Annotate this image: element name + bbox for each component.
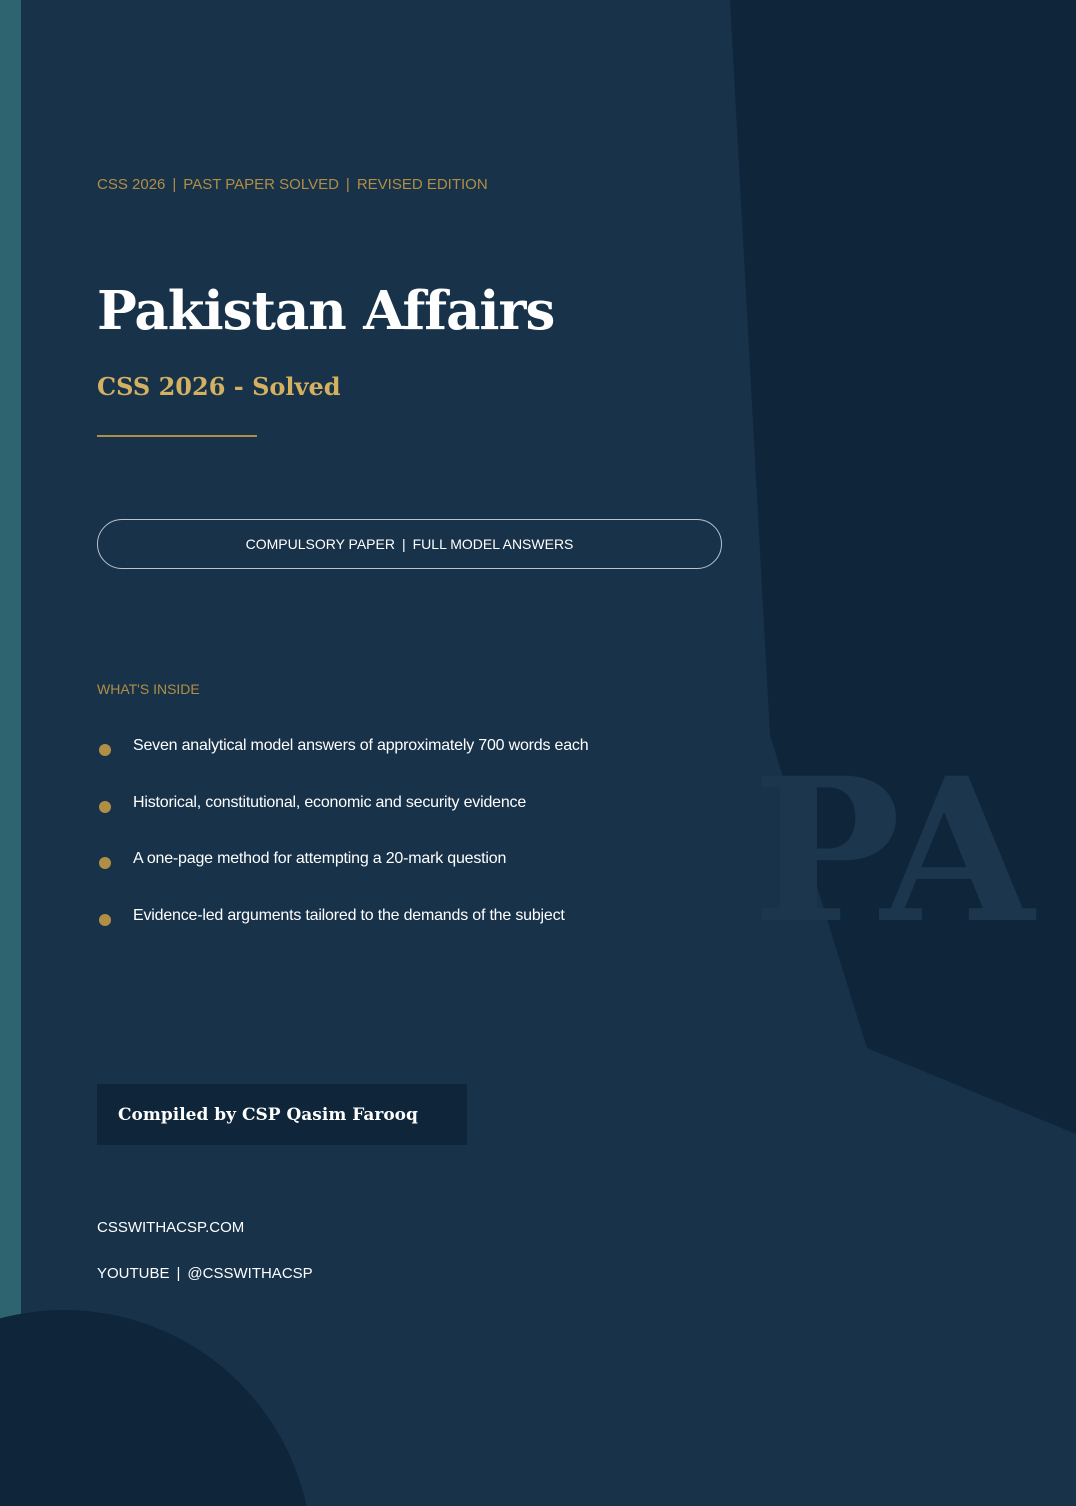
youtube-handle[interactable] [97,1265,313,1282]
paper-type-pill [97,519,722,569]
meta-separator: | [172,176,177,193]
website-link[interactable]: CSSWITHACSP.COM [97,1219,245,1236]
feature-text: Evidence-led arguments tailored to the demands of the subject [133,906,565,924]
feature-list [97,737,717,963]
title-divider [97,435,257,437]
youtube-label: YOUTUBE [97,1265,170,1282]
feature-item [97,794,717,851]
feature-item [97,850,717,907]
edition-meta [97,176,488,193]
youtube-handle-text: @CSSWITHACSP [187,1265,313,1282]
bullet-dot-icon [99,801,111,813]
pill-left-label: COMPULSORY PAPER [245,536,395,552]
page-subtitle: CSS 2026 - Solved [97,372,341,401]
bottom-left-circle [0,1310,312,1506]
meta-edition: REVISED EDITION [356,176,488,193]
whats-inside-heading: WHAT'S INSIDE [97,681,200,697]
feature-item [97,907,717,964]
bullet-dot-icon [99,857,111,869]
meta-separator: | [345,176,350,193]
bullet-dot-icon [99,744,111,756]
pill-right-label: FULL MODEL ANSWERS [412,536,574,552]
meta-type: PAST PAPER SOLVED [183,176,339,193]
page-title: Pakistan Affairs [97,280,555,342]
feature-item [97,737,717,794]
pa-monogram-watermark: PA [752,734,1029,967]
feature-text: Seven analytical model answers of approximately 700 words each [133,737,589,754]
pill-separator: | [401,536,406,552]
compiled-by-box [97,1084,467,1145]
feature-text: Historical, constitutional, economic and security evidence [133,793,527,811]
feature-text: A one-page method for attempting a 20-mark question [133,850,507,867]
compiled-by-text: Compiled by CSP Qasim Farooq [118,1104,418,1125]
social-separator: | [176,1265,181,1282]
meta-year: CSS 2026 [97,176,166,193]
bullet-dot-icon [99,914,111,926]
